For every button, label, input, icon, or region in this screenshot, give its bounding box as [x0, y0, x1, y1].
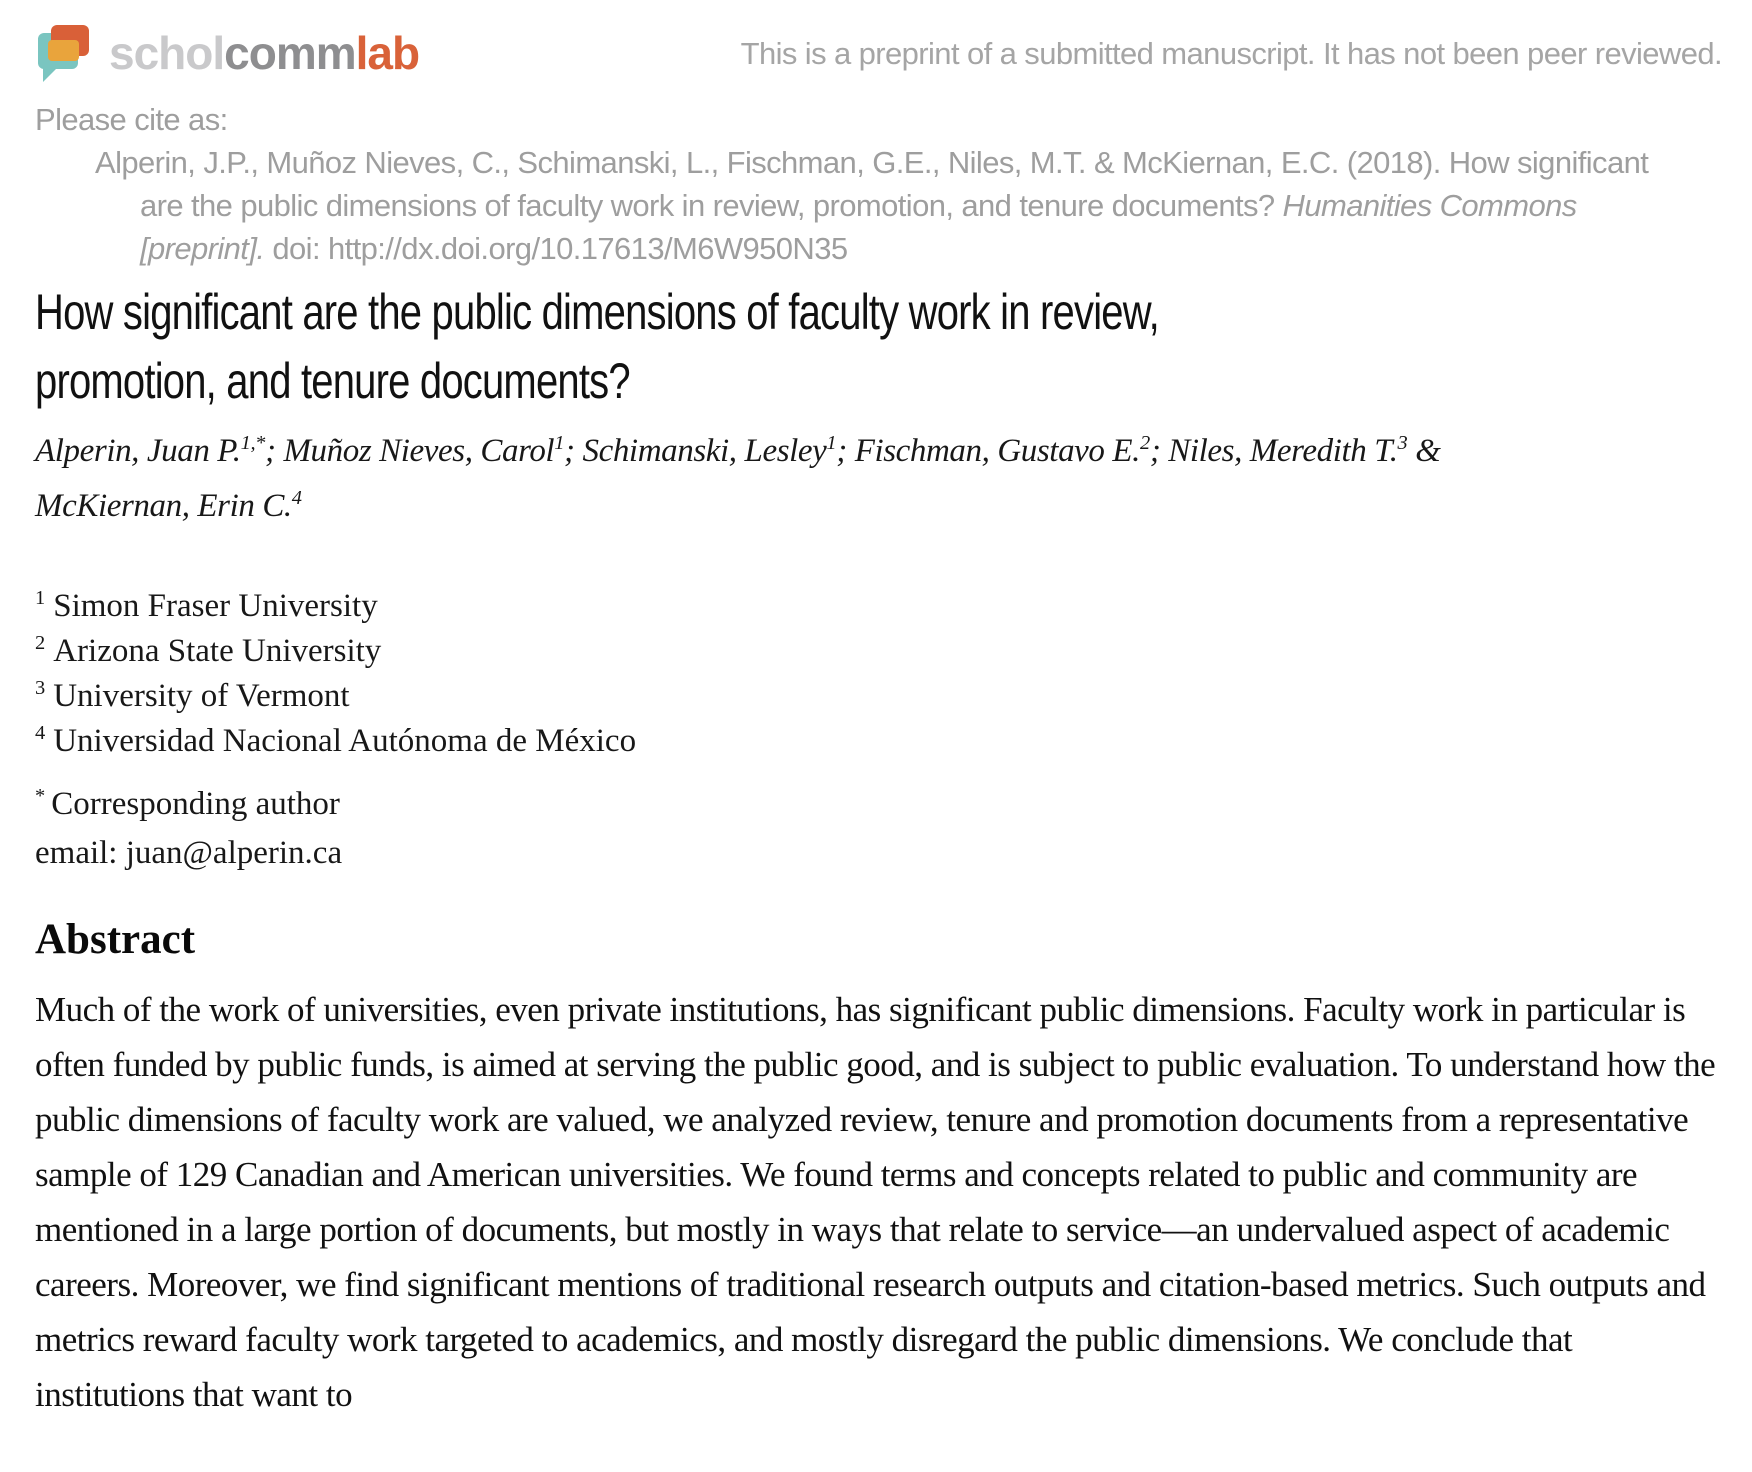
- corresponding-email: email: juan@alperin.ca: [35, 835, 343, 871]
- preprint-notice: This is a preprint of a submitted manuscript. It has not been peer reviewed.: [740, 36, 1722, 71]
- corresponding-block: [35, 780, 1722, 878]
- affiliation-item: [35, 629, 1722, 674]
- author-affil-marker: 1,*: [240, 432, 265, 454]
- citation-main-text: Alperin, J.P., Muñoz Nieves, C., Schimanski, L., Fischman, G.E., Niles, M.T. & McKiernan, E.C. (2018). How significant are the public dimensions of faculty work in review, promotion, and tenure documents?: [95, 145, 1649, 223]
- author-affil-marker: 3: [1397, 432, 1408, 454]
- abstract-heading: Abstract: [35, 916, 196, 963]
- author-name: Niles, Meredith T.: [1168, 433, 1398, 469]
- cite-as-label: Please cite as:: [35, 102, 228, 137]
- abstract-text: Much of the work of universities, even private institutions, has significant public dimensions. Faculty work in particular is often funded by public funds, is aimed at serving the public good, and is subject to public evaluation. To understand how the public dimensions of faculty work are valued, we analyzed review, tenure and promotion documents from a representative sample of 129 Canadian and American universities. We found terms and concepts related to public and community are mentioned in a large portion of documents, but mostly in ways that relate to service—an undervalued aspect of academic careers. Moreover, we find significant mentions of traditional research outputs and citation-based metrics. Such outputs and metrics reward faculty work targeted to academics, and mostly disregard the public dimensions. We conclude that institutions that want to: [35, 990, 1716, 1414]
- author-separator: &: [1407, 433, 1441, 469]
- author-name: McKiernan, Erin C.: [35, 488, 292, 524]
- affiliation-number: 1: [35, 587, 46, 609]
- author-affil-marker: 1: [826, 432, 837, 454]
- affiliation-item: [35, 719, 1722, 764]
- affiliation-name: Arizona State University: [53, 633, 382, 669]
- header: [35, 24, 1722, 84]
- authors-line-2: [35, 479, 1722, 534]
- logo: [35, 24, 419, 84]
- affiliation-name: Simon Fraser University: [53, 588, 378, 624]
- affiliation-item: [35, 584, 1722, 629]
- corresponding-note: [35, 780, 1722, 829]
- author-separator: ;: [564, 433, 583, 469]
- citation-text: [35, 141, 1665, 270]
- author-separator: ;: [1149, 433, 1169, 469]
- author-name: Muñoz Nieves, Carol: [283, 433, 555, 469]
- title-line-1: How significant are the public dimensions of faculty work in review,: [35, 284, 1159, 340]
- corresponding-marker: *: [35, 785, 46, 807]
- title-line-2: promotion, and tenure documents?: [35, 353, 630, 409]
- author-affil-marker: 4: [291, 487, 302, 509]
- affiliations: [35, 584, 1722, 764]
- affiliation-item: [35, 674, 1722, 719]
- author-affil-marker: 2: [1139, 432, 1150, 454]
- logo-wordmark: [109, 24, 419, 82]
- logo-part-schol: schol: [109, 27, 225, 79]
- affiliation-number: 3: [35, 677, 46, 699]
- citation-journal-name: Humanities Commons [preprint].: [140, 188, 1577, 266]
- author-name: Alperin, Juan P.: [35, 433, 241, 469]
- authors-line-1: [35, 424, 1722, 479]
- author-affil-marker: 1: [554, 432, 565, 454]
- speech-bubbles-icon: [35, 24, 97, 84]
- affiliation-name: Universidad Nacional Autónoma de México: [53, 723, 637, 759]
- author-separator: ;: [836, 433, 855, 469]
- affiliation-name: University of Vermont: [53, 678, 350, 714]
- citation-doi-text: doi: http://dx.doi.org/10.17613/M6W950N35: [264, 231, 848, 266]
- author-separator: ;: [265, 433, 284, 469]
- author-name: Fischman, Gustavo E.: [854, 433, 1140, 469]
- affiliation-number: 2: [35, 632, 46, 654]
- corresponding-label: Corresponding author: [51, 786, 340, 822]
- logo-part-lab: lab: [355, 27, 420, 79]
- affiliation-number: 4: [35, 722, 46, 744]
- author-list: [35, 424, 1722, 534]
- citation-block: [35, 98, 1722, 270]
- paper-title: [35, 278, 1722, 416]
- logo-part-comm: comm: [224, 27, 356, 79]
- author-name: Schimanski, Lesley: [582, 433, 827, 469]
